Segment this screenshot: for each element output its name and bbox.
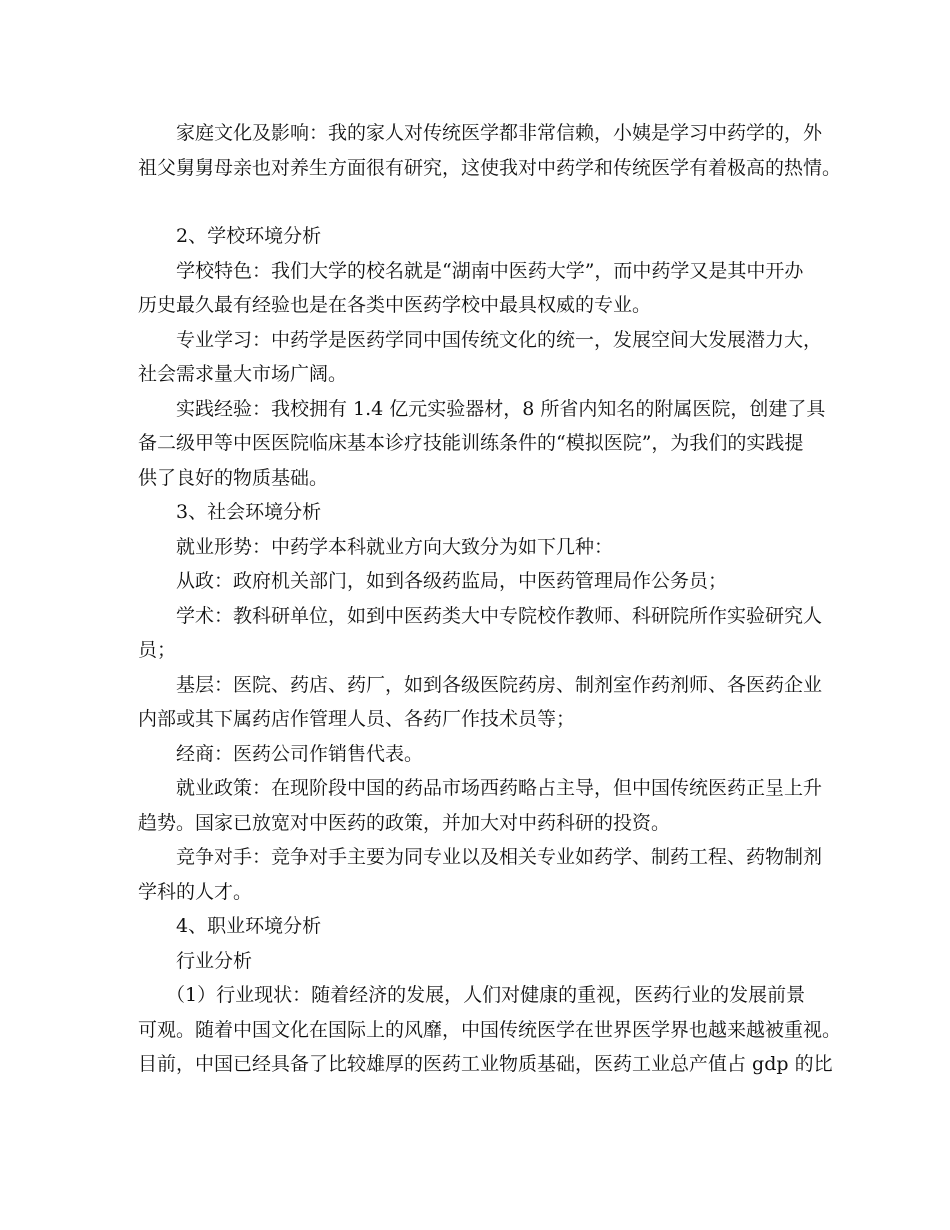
text-line: 供了良好的物质基础。 <box>138 466 329 489</box>
subheading-industry-analysis: 行业分析 <box>176 949 253 972</box>
paragraph-major-study: 专业学习：中药学是医药学同中国传统文化的统一，发展空间大发展潜力大， <box>176 328 823 351</box>
text-line: 历史最久最有经验也是在各类中医药学校中最具权威的专业。 <box>138 294 652 316</box>
text-line: 备二级甲等中医医院临床基本诊疗技能训练条件的“模拟医院”，为我们的实践提 <box>138 432 804 454</box>
paragraph-grassroots: 基层：医院、药店、药厂，如到各级医院药房、制剂室作药剂师、各医药企业 <box>176 673 823 696</box>
paragraph-competitors: 竞争对手：竞争对手主要为同专业以及相关专业如药学、制药工程、药物制剂 <box>176 846 823 868</box>
paragraph-gap <box>138 185 818 219</box>
paragraph-government: 从政：政府机关部门，如到各级药监局，中医药管理局作公务员； <box>176 570 728 592</box>
section-heading-school: 2、学校环境分析 <box>176 225 322 247</box>
text-line: 可观。随着中国文化在国际上的风靡，中国传统医学在世界医学界也越来越被重视。 <box>138 1018 842 1041</box>
section-heading-society: 3、社会环境分析 <box>176 501 322 523</box>
paragraph-academic: 学术：教科研单位，如到中医药类大中专院校作教师、科研院所作实验研究人 <box>176 604 823 627</box>
text-line: 祖父舅舅母亲也对养生方面很有研究，这使我对中药学和传统医学有着极高的热情。 <box>138 156 842 179</box>
paragraph-business: 经商：医药公司作销售代表。 <box>176 742 424 765</box>
paragraph-family-culture: 家庭文化及影响：我的家人对传统医学都非常信赖，小姨是学习中药学的，外 <box>176 122 823 144</box>
text-line: 目前，中国已经具备了比较雄厚的医药工业物质基础，医药工业总产值占 gdp 的比 <box>138 1053 833 1075</box>
text-line: 趋势。国家已放宽对中医药的政策，并加大对中药科研的投资。 <box>138 811 671 834</box>
paragraph-industry-status: （1）行业现状：随着经济的发展，人们对健康的重视，医药行业的发展前景 <box>166 984 806 1006</box>
paragraph-employment-situation: 就业形势：中药学本科就业方向大致分为如下几种： <box>176 535 614 558</box>
paragraph-school-feature: 学校特色：我们大学的校名就是“湖南中医药大学”，而中药学又是其中开办 <box>176 259 804 282</box>
body-text <box>138 116 842 1082</box>
paragraph-employment-policy: 就业政策：在现阶段中国的药品市场西药略占主导，但中国传统医药正呈上升 <box>176 777 823 799</box>
text-line: 员； <box>138 639 177 661</box>
text-line: 内部或其下属药店作管理人员、各药厂作技术员等； <box>138 708 576 730</box>
text-line: 社会需求量大市场广阔。 <box>138 363 348 385</box>
section-heading-career: 4、职业环境分析 <box>176 915 322 937</box>
text-line: 学科的人才。 <box>138 880 253 903</box>
paragraph-practice: 实践经验：我校拥有 1.4 亿元实验器材，8 所省内知名的附属医院，创建了具 <box>176 397 826 420</box>
